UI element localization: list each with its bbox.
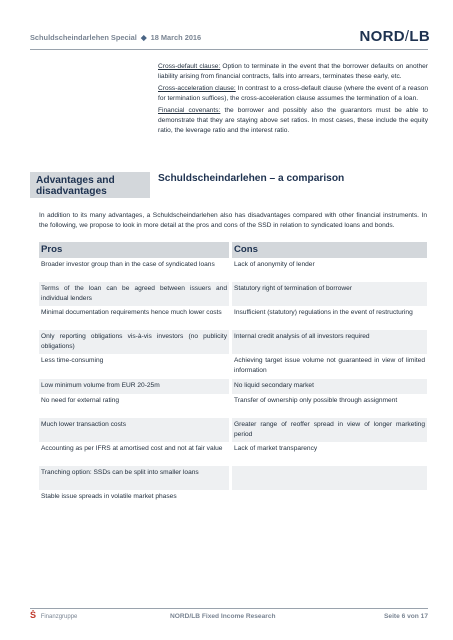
page-header [30, 28, 430, 48]
table-row [39, 379, 429, 394]
table-row [39, 418, 429, 442]
pros-cons-table [39, 242, 429, 505]
footer-rule [30, 608, 428, 609]
pro-cell: Much lower transaction costs [39, 418, 229, 442]
table-row [39, 394, 429, 418]
table-row [39, 354, 429, 379]
pro-cell: Tranching option: SSDs can be split into smaller loans [39, 466, 229, 490]
con-cell: Internal credit analysis of all investors required [232, 330, 427, 354]
section-side-title: Advantages and disadvantages [36, 175, 115, 197]
con-cell [232, 466, 427, 490]
section-side-box [30, 172, 150, 198]
header-rule [30, 49, 428, 50]
table-row [39, 490, 429, 505]
con-cell: Greater range of reoffer spread in view of longer marketing period [232, 418, 427, 442]
page-footer [30, 610, 428, 624]
table-row [39, 258, 429, 282]
section-intro: In addition to its many advantages, a Schuldscheindarlehen also has disadvantages compared with other financial instruments. In the following, we propose to look in more detail at the pros and cons of the SSD in relation to syndicated loans and bonds. [39, 212, 427, 229]
pro-cell: Terms of the loan can be agreed between issuers and individual lenders [39, 282, 229, 306]
sparkasse-icon: Ṡ [30, 610, 37, 620]
pro-cell: Minimal documentation requirements hence much lower costs [41, 309, 222, 316]
header-date: 18 March 2016 [150, 33, 202, 42]
clause-financial-covenants: Financial covenants: the borrower and possibly also the guarantors must be able to demonstrate that they are staying above set ratios. In most cases, these include the equity ratio, the leverage ratio and the interest ratio. [158, 107, 428, 134]
nordlb-logo: NORD/LB [359, 28, 430, 45]
con-cell [232, 490, 427, 505]
con-cell: No liquid secondary market [232, 379, 427, 394]
sparkasse-logo: Ṡ Finanzgruppe [30, 610, 78, 620]
con-cell: Lack of anonymity of lender [234, 261, 315, 268]
table-row [39, 466, 429, 490]
pros-header: Pros [39, 242, 229, 258]
pro-cell: Accounting as per IFRS at amortised cost and not at fair value [41, 445, 223, 452]
table-row [39, 330, 429, 354]
header-separator: ◆ [140, 33, 147, 42]
con-cell: Insufficient (statutory) regulations in the event of restructuring [234, 309, 413, 316]
clause-cross-default: Cross-default clause: Option to terminate in the event that the borrower defaults on another liability arising from financial contracts, falls into arrears, terminates these early, etc. [158, 63, 428, 80]
footer-publisher: NORD/LB Fixed Income Research [170, 613, 276, 620]
pro-cell: Stable issue spreads in volatile market phases [41, 493, 177, 500]
table-row [39, 306, 429, 330]
pro-cell: Low minimum volume from EUR 20-25m [39, 379, 229, 394]
page-number: Seite 6 von 17 [384, 613, 428, 620]
table-header [39, 242, 429, 258]
header-title: Schuldscheindarlehen Special ◆ 18 March 2016 [30, 33, 202, 42]
section-title: Schuldscheindarlehen – a comparison [158, 173, 345, 184]
con-cell: Lack of market transparency [234, 445, 318, 452]
table-row [39, 282, 429, 306]
clause-cross-acceleration: Cross-acceleration clause: In contrast to a cross-default clause (where the event of a reason for termination suffices), the cross-acceleration clause assumes the termination of a loan. [158, 85, 428, 102]
pro-cell: Less time-consuming [41, 357, 104, 364]
con-cell: Transfer of ownership only possible through assignment [234, 397, 398, 404]
pro-cell: Only reporting obligations vis-à-vis investors (no publicity obligations) [39, 330, 229, 354]
pro-cell: No need for external rating [41, 397, 120, 404]
cons-header: Cons [232, 242, 427, 258]
con-cell: Statutory right of termination of borrower [232, 282, 427, 306]
clause-list [158, 62, 428, 138]
pro-cell: Broader investor group than in the case of syndicated loans [41, 261, 215, 268]
table-row [39, 442, 429, 466]
con-cell: Achieving target issue volume not guaranteed in view of limited information [234, 357, 425, 374]
